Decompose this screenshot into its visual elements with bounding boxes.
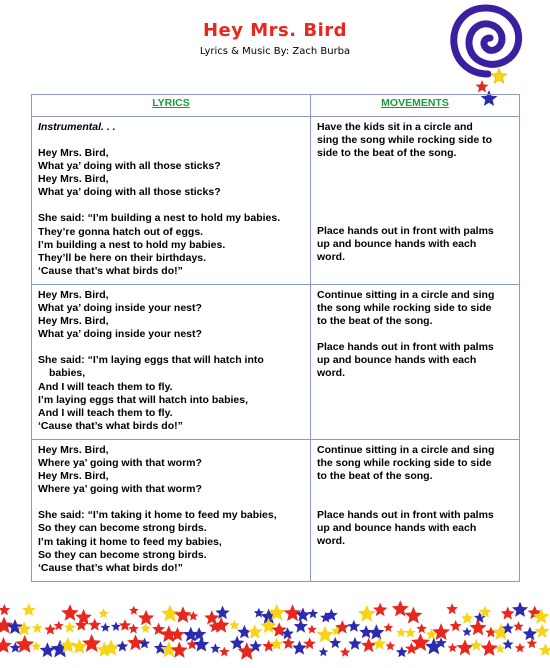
- star-icon: [82, 634, 101, 652]
- lyric-line: ‘Cause that’s what birds do!”: [38, 561, 183, 574]
- star-icon: [462, 627, 472, 636]
- lyric-line: So they can become strong birds.: [38, 548, 207, 561]
- lyric-line: What ya’ doing inside your nest?: [38, 302, 202, 315]
- star-icon: [260, 618, 276, 633]
- star-icon: [432, 623, 450, 640]
- star-icon: [348, 637, 361, 650]
- star-icon: [254, 608, 264, 618]
- movements-cell: [311, 117, 520, 285]
- movement-line: Continue sitting in a circle and sing: [317, 443, 495, 456]
- star-icon: [396, 646, 408, 657]
- star-icon: [515, 643, 525, 653]
- star-icon: [417, 623, 427, 633]
- star-icon: [319, 647, 329, 656]
- star-icon: [513, 621, 523, 631]
- star-icon: [213, 617, 230, 633]
- table-row: [32, 284, 520, 439]
- star-icon: [141, 623, 151, 633]
- star-icon: [405, 607, 423, 624]
- star-icon: [448, 643, 458, 652]
- star-icon: [523, 626, 538, 640]
- star-icon: [0, 637, 12, 653]
- star-icon: [32, 623, 43, 634]
- star-icon: [446, 603, 458, 614]
- lyric-line: Where ya’ going with that worm?: [38, 483, 202, 496]
- star-icon: [129, 606, 139, 615]
- star-icon: [348, 620, 361, 632]
- star-icon: [470, 639, 483, 651]
- star-icon: [470, 619, 487, 635]
- movement-line: Continue sitting in a circle and sing: [317, 288, 495, 301]
- movement-line: Place hands out in front with palms: [317, 509, 494, 522]
- star-icon: [358, 605, 376, 622]
- lyric-line: They’ll be here on their birthdays.: [38, 251, 207, 264]
- star-icon: [535, 624, 550, 638]
- star-icon: [539, 643, 550, 656]
- star-icon: [461, 612, 473, 624]
- star-icon: [270, 638, 283, 651]
- star-icon: [111, 622, 121, 631]
- movements-cell: [311, 284, 520, 439]
- lyric-line: They’re gonna hatch out of eggs.: [38, 225, 204, 238]
- lyric-line: Where ya’ going with that worm?: [38, 457, 202, 470]
- song-table: [31, 94, 520, 582]
- star-icon: [44, 624, 56, 635]
- star-icon: [294, 619, 308, 632]
- lyric-line: What ya’ doing with all those sticks?: [38, 160, 221, 173]
- lyric-line: ‘Cause that’s what birds do!”: [38, 264, 183, 277]
- lyric-line: Hey Mrs. Bird,: [38, 288, 109, 301]
- star-icon: [138, 610, 154, 626]
- star-icon: [64, 622, 76, 633]
- star-icon: [54, 621, 64, 630]
- table-row: [32, 117, 520, 285]
- lyric-line: What ya’ doing inside your nest?: [38, 328, 202, 341]
- star-icon: [340, 647, 350, 657]
- lyric-line: I’m building a nest to hold my babies.: [38, 238, 226, 251]
- column-header-movements: MOVEMENTS: [311, 95, 520, 117]
- star-icon: [396, 627, 406, 637]
- movement-line: up and bounce hands with each: [317, 522, 477, 535]
- star-icon: [204, 610, 219, 624]
- star-icon: [139, 638, 150, 649]
- star-icon: [384, 623, 394, 632]
- lyrics-cell: [32, 439, 311, 581]
- star-icon: [296, 607, 311, 621]
- movement-line: the song while rocking side to side: [317, 457, 492, 470]
- lyric-line: What ya’ doing with all those sticks?: [38, 186, 221, 199]
- star-icon: [22, 603, 36, 616]
- star-icon: [219, 647, 230, 657]
- star-icon: [210, 643, 220, 653]
- star-icon: [316, 626, 334, 643]
- movement-line: the song while rocking side to side: [317, 302, 492, 315]
- star-icon: [308, 608, 318, 618]
- star-icon: [512, 602, 528, 617]
- star-icon: [457, 639, 474, 655]
- star-icon: [495, 644, 505, 654]
- star-icon: [307, 625, 317, 634]
- lyric-line: Hey Mrs. Bird,: [38, 173, 109, 186]
- star-icon: [128, 624, 139, 634]
- star-icon: [88, 618, 101, 630]
- lyric-line: Hey Mrs. Bird,: [38, 147, 109, 160]
- lyric-line: She said: “I’m building a nest to hold my babies.: [38, 212, 281, 225]
- movement-line: up and bounce hands with each: [317, 354, 477, 367]
- lyric-line: She said: “I’m laying eggs that will hatch into: [38, 354, 264, 367]
- star-icon: [230, 636, 245, 650]
- table-row: [32, 439, 520, 581]
- lyrics-cell: [32, 117, 311, 285]
- star-icon: [303, 637, 315, 649]
- lyric-line: Instrumental. . .: [38, 121, 116, 133]
- movement-line: Have the kids sit in a circle and: [317, 121, 473, 133]
- star-icon: [237, 625, 251, 639]
- column-header-lyrics: LYRICS: [32, 95, 311, 117]
- star-icon: [229, 620, 240, 630]
- swirl-decoration-icon: [438, 2, 538, 107]
- star-icon: [405, 627, 416, 638]
- star-icon: [119, 619, 131, 631]
- star-icon: [61, 604, 78, 621]
- lyric-line: Hey Mrs. Bird,: [38, 470, 109, 483]
- star-icon: [450, 620, 462, 631]
- star-icon: [481, 640, 498, 656]
- lyric-line: Hey Mrs. Bird,: [38, 315, 109, 328]
- star-icon: [117, 640, 129, 651]
- star-icon: [247, 624, 262, 638]
- star-icon: [361, 638, 376, 653]
- star-icon: [501, 607, 515, 620]
- song-credit: Lyrics & Music By: Zach Burba: [199, 46, 351, 57]
- lyric-line: And I will teach them to fly.: [38, 406, 173, 419]
- movement-line: word.: [317, 251, 345, 264]
- star-icon: [373, 637, 387, 650]
- star-icon: [174, 606, 191, 623]
- movement-line: word.: [317, 535, 345, 548]
- movements-cell: [311, 439, 520, 581]
- lyric-line: I’m taking it home to feed my babies,: [38, 535, 222, 548]
- star-icon: [329, 637, 341, 648]
- star-border-decoration: [0, 600, 550, 668]
- star-icon: [386, 641, 396, 650]
- lyric-line: I’m laying eggs that will hatch into babies,: [38, 393, 249, 406]
- movement-line: sing the song while rocking side to: [317, 134, 493, 147]
- lyric-line: ‘Cause that’s what birds do!”: [38, 419, 183, 432]
- star-icon: [368, 624, 384, 639]
- lyric-line: She said: “I’m taking it home to feed my babies,: [38, 509, 277, 522]
- song-title: Hey Mrs. Bird: [202, 20, 348, 41]
- lyric-line: Hey Mrs. Bird,: [38, 443, 109, 456]
- movement-line: side to the beat of the song.: [317, 147, 457, 160]
- star-icon: [101, 623, 111, 632]
- star-icon: [262, 640, 275, 652]
- lyric-line: And I will teach them to fly.: [38, 380, 173, 393]
- star-icon: [98, 608, 109, 618]
- star-icon: [40, 642, 56, 657]
- table-header-row: [32, 95, 520, 117]
- lyric-line: So they can become strong birds.: [38, 522, 207, 535]
- movement-line: Place hands out in front with palms: [317, 341, 494, 354]
- star-icon: [527, 638, 538, 648]
- star-icon: [373, 603, 387, 617]
- movement-line: Place hands out in front with palms: [317, 225, 494, 238]
- lyrics-cell: [32, 284, 311, 439]
- movement-line: up and bounce hands with each: [317, 238, 477, 251]
- movement-line: to the beat of the song.: [317, 315, 433, 328]
- star-icon: [0, 604, 10, 615]
- movement-line: word.: [317, 367, 345, 380]
- lyric-line: babies,: [49, 367, 86, 380]
- movement-line: to the beat of the song.: [317, 470, 433, 483]
